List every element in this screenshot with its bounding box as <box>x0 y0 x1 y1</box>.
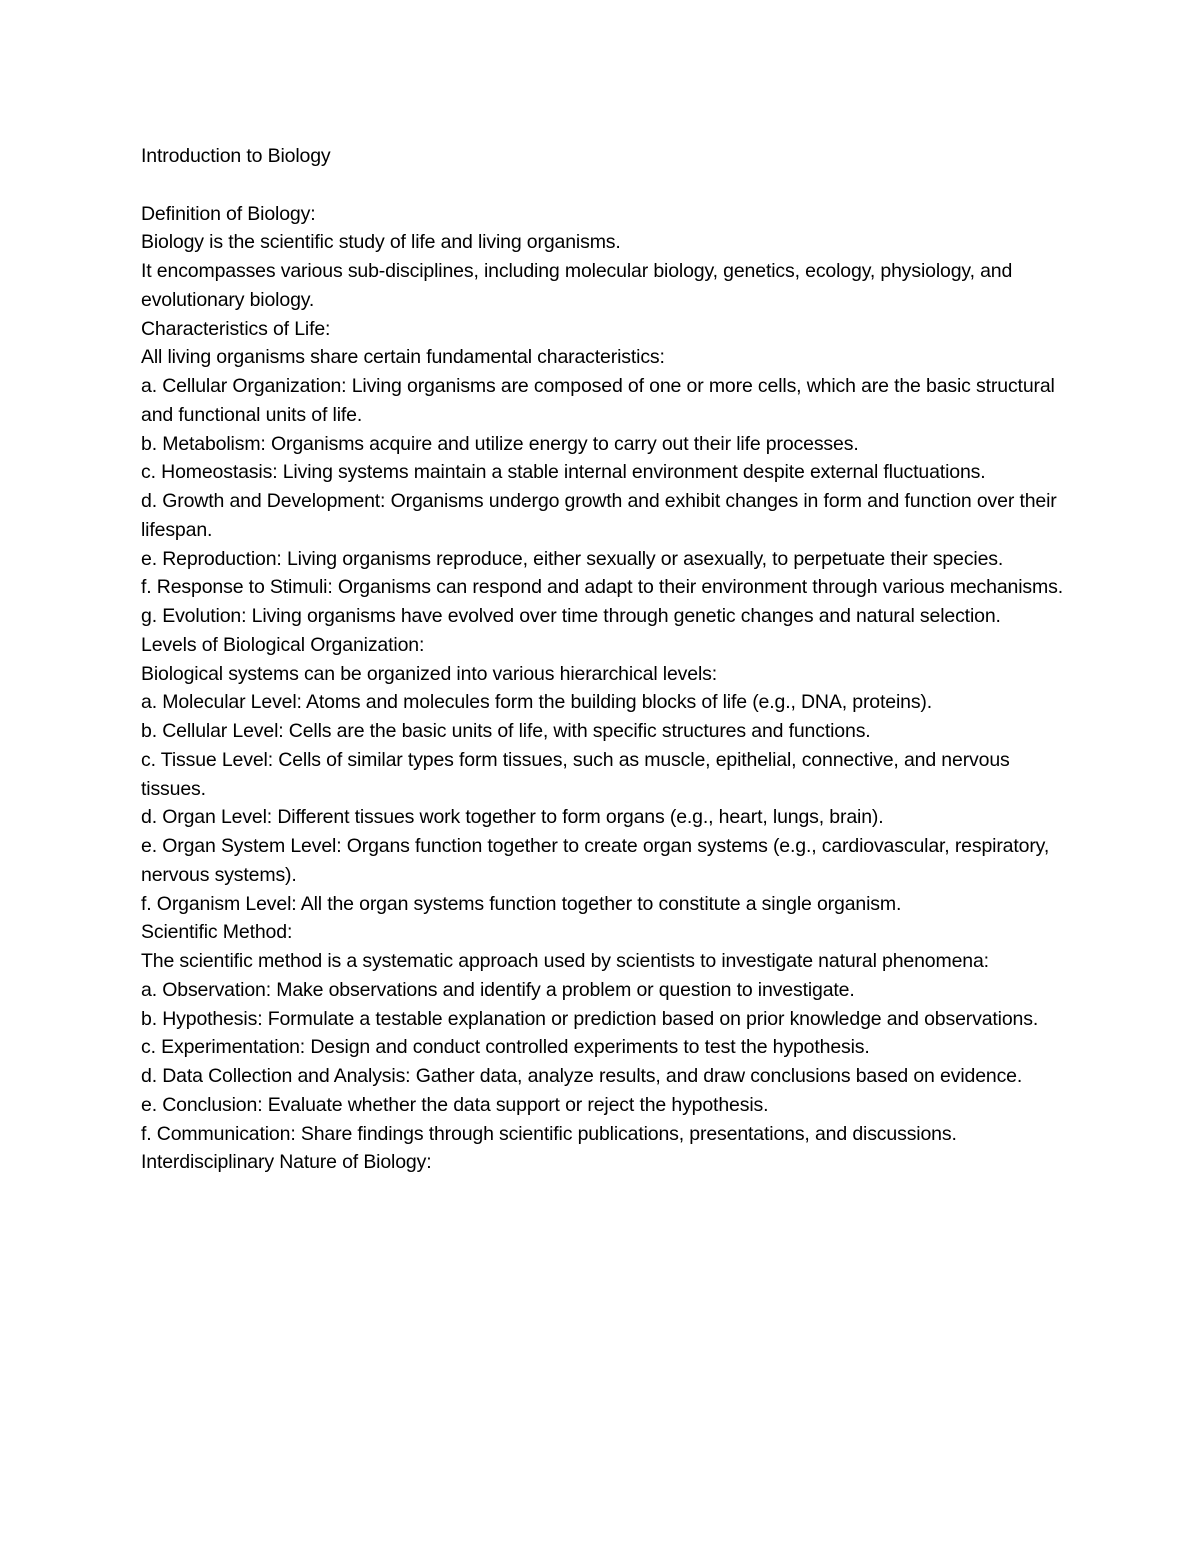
text-line: Levels of Biological Organization: <box>141 633 425 656</box>
document-title: Introduction to Biology <box>141 145 331 167</box>
text-line: c. Homeostasis: Living systems maintain a stable internal environment despite external fluctuations. <box>141 461 986 484</box>
text-line: a. Observation: Make observations and identify a problem or question to investigate. <box>141 978 855 1001</box>
text-line: f. Response to Stimuli: Organisms can respond and adapt to their environment through various mechanisms. <box>141 576 1063 599</box>
text-line: Definition of Biology: <box>141 202 316 225</box>
text-line: c. Tissue Level: Cells of similar types form tissues, such as muscle, epithelial, connective, and nervous tissues. <box>141 748 1010 800</box>
text-line: b. Metabolism: Organisms acquire and utilize energy to carry out their life processes. <box>141 432 859 455</box>
text-line: g. Evolution: Living organisms have evolved over time through genetic changes and natural selection. <box>141 605 1001 627</box>
text-line: Biological systems can be organized into various hierarchical levels: <box>141 662 718 685</box>
text-line: Biology is the scientific study of life and living organisms. <box>141 231 621 254</box>
text-line: It encompasses various sub-disciplines, including molecular biology, genetics, ecology, physiology, and evolutionary biology. <box>141 260 1013 311</box>
document-lines <box>141 200 1071 1178</box>
text-line: Scientific Method: <box>141 921 293 944</box>
text-line: f. Communication: Share findings through scientific publications, presentations, and discussions. <box>141 1122 957 1145</box>
text-line: d. Growth and Development: Organisms undergo growth and exhibit changes in form and function over their lifespan. <box>141 490 1057 541</box>
text-line: e. Conclusion: Evaluate whether the data support or reject the hypothesis. <box>141 1093 769 1116</box>
text-line: d. Organ Level: Different tissues work together to form organs (e.g., heart, lungs, brain). <box>141 806 884 829</box>
document-body <box>141 142 1071 1177</box>
text-line: Interdisciplinary Nature of Biology: <box>141 1151 432 1174</box>
text-line: f. Organism Level: All the organ systems function together to constitute a single organism. <box>141 892 902 915</box>
text-line: All living organisms share certain fundamental characteristics: <box>141 346 665 369</box>
text-line: Characteristics of Life: <box>141 317 331 340</box>
text-line: b. Hypothesis: Formulate a testable explanation or prediction based on prior knowledge and observations. <box>141 1007 1039 1030</box>
text-line: a. Molecular Level: Atoms and molecules form the building blocks of life (e.g., DNA, proteins). <box>141 691 933 714</box>
text-line: a. Cellular Organization: Living organisms are composed of one or more cells, which are the basic structural and functional units of life. <box>141 375 1055 426</box>
text-line: e. Reproduction: Living organisms reproduce, either sexually or asexually, to perpetuate their species. <box>141 547 1004 570</box>
text-line: d. Data Collection and Analysis: Gather data, analyze results, and draw conclusions based on evidence. <box>141 1065 1023 1087</box>
text-line: e. Organ System Level: Organs function together to create organ systems (e.g., cardiovascular, respiratory, nervous systems). <box>141 835 1050 886</box>
text-line: b. Cellular Level: Cells are the basic units of life, with specific structures and functions. <box>141 720 871 742</box>
text-line: The scientific method is a systematic approach used by scientists to investigate natural phenomena: <box>141 950 989 972</box>
text-line: c. Experimentation: Design and conduct controlled experiments to test the hypothesis. <box>141 1036 870 1059</box>
